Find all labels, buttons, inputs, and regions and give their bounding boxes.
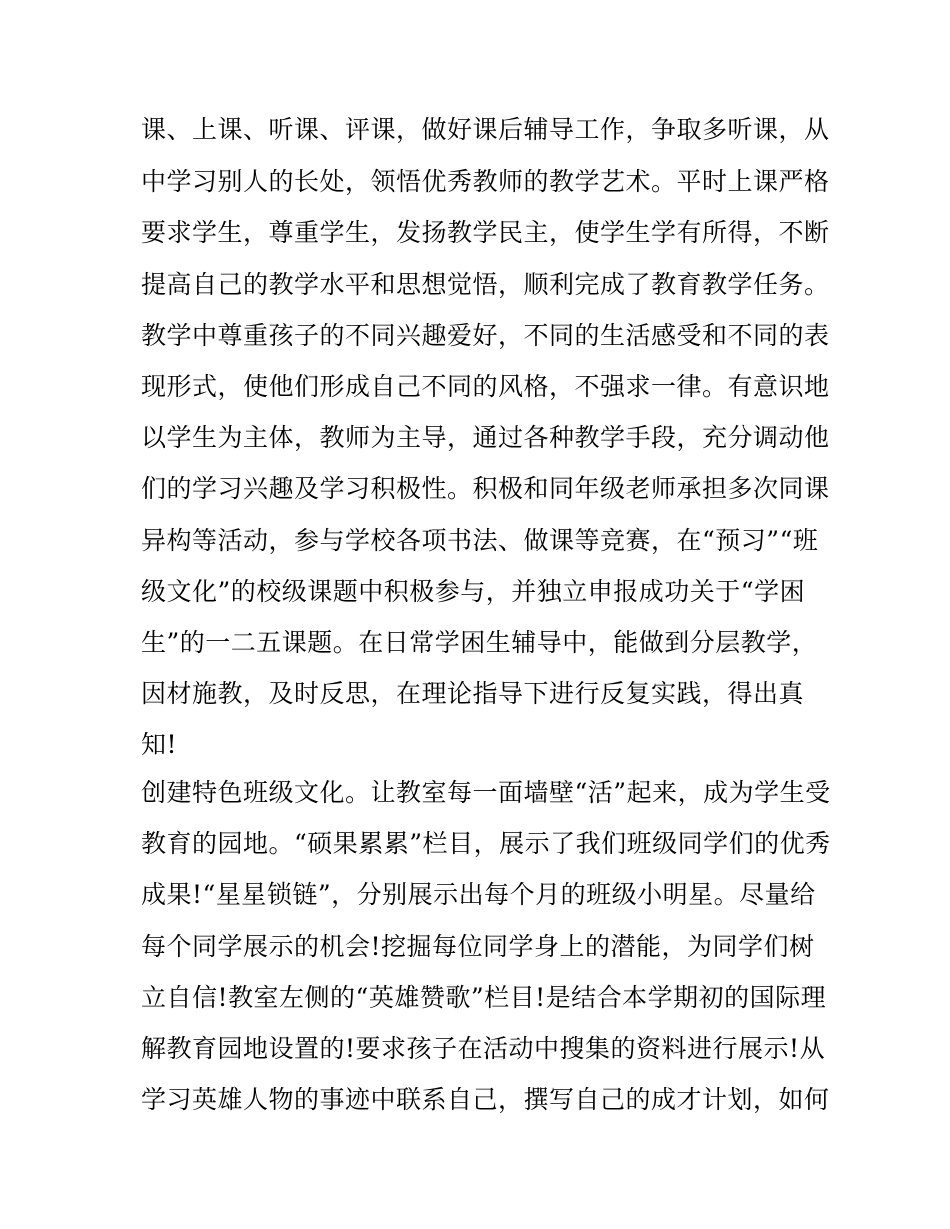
text-line: 知! [141,730,178,759]
text-line: 中学习别人的长处，领悟优秀教师的教学艺术。平时上课严格 [141,167,830,196]
text-line: 创建特色班级文化。让教室每一面墙壁“活”起来，成为学生受 [141,778,831,807]
text-line: 以学生为主体，教师为主导，通过各种教学手段，充分调动他 [141,423,830,452]
text-line: 因材施教，及时反思，在理论指导下进行反复实践，得出真 [141,679,805,708]
text-line: 教学中尊重孩子的不同兴趣爱好，不同的生活感受和不同的表 [141,321,830,350]
text-line: 生”的一二五课题。在日常学困生辅导中，能做到分层教学， [141,628,818,657]
text-line: 现形式，使他们形成自己不同的风格，不强求一律。有意识地 [141,372,830,401]
text-line: 教育的园地。“硕果累累”栏目，展示了我们班级同学们的优秀 [141,829,831,858]
text-line: 解教育园地设置的!要求孩子在活动中搜集的资料进行展示!从 [141,1034,826,1063]
text-line: 课、上课、听课、评课，做好课后辅导工作，争取多听课，从 [141,115,830,144]
text-line: 每个同学展示的机会!挖掘每位同学身上的潜能，为同学们树 [141,932,815,961]
text-line: 立自信!教室左侧的“英雄赞歌”栏目!是结合本学期初的国际理 [141,983,827,1012]
text-line: 异构等活动，参与学校各项书法、做课等竞赛，在“预习”“班 [141,526,819,555]
text-line: 级文化”的校级课题中积极参与，并独立申报成功关于“学困 [141,577,806,606]
text-line: 们的学习兴趣及学习积极性。积极和同年级老师承担多次同课 [141,474,830,503]
text-line: 要求学生，尊重学生，发扬教学民主，使学生学有所得，不断 [141,218,830,247]
text-line: 成果!“星星锁链”，分别展示出每个月的班级小明星。尽量给 [141,880,816,909]
text-line: 学习英雄人物的事迹中联系自己，撰写自己的成才计划，如何 [141,1085,830,1114]
text-line: 提高自己的教学水平和思想觉悟，顺利完成了教育教学任务。 [141,270,830,299]
